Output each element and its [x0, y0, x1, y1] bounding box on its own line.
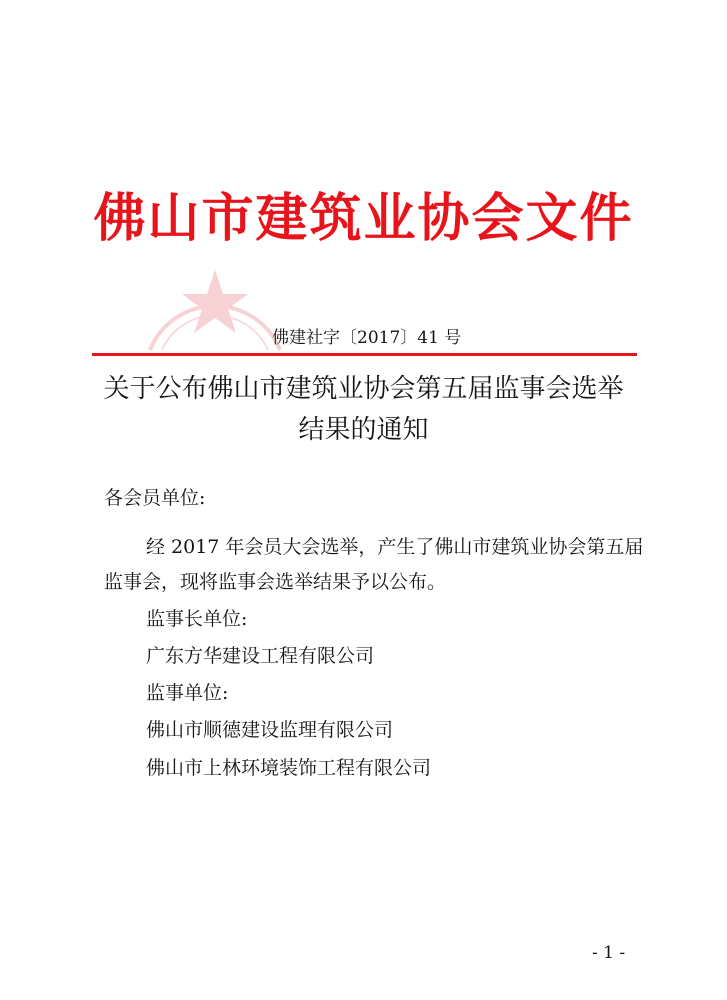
faded-seal-icon — [140, 232, 290, 352]
paragraph-line-2: 监事会，现将监事会选举结果予以公布。 — [104, 571, 447, 593]
header-title: 佛山市建筑业协会文件 — [93, 188, 634, 249]
supervisor-unit-1: 佛山市顺德建设监理有限公司 — [146, 719, 394, 741]
notice-title-line-2: 结果的通知 — [298, 415, 429, 445]
page-number: - 1 - — [592, 943, 626, 963]
salutation: 各会员单位: — [104, 487, 206, 509]
chief-supervisor-unit: 广东方华建设工程有限公司 — [146, 645, 375, 667]
paragraph-line-1: 经 2017 年会员大会选举，产生了佛山市建筑业协会第五届 — [146, 536, 644, 558]
chief-supervisor-heading: 监事长单位: — [146, 608, 248, 630]
notice-title-line-1: 关于公布佛山市建筑业协会第五届监事会选举 — [103, 374, 624, 404]
supervisor-heading: 监事单位: — [146, 682, 229, 704]
document-number: 佛建社字〔2017〕41 号 — [272, 328, 462, 348]
supervisor-unit-2: 佛山市上林环境装饰工程有限公司 — [146, 757, 432, 779]
red-divider-line — [92, 353, 637, 356]
